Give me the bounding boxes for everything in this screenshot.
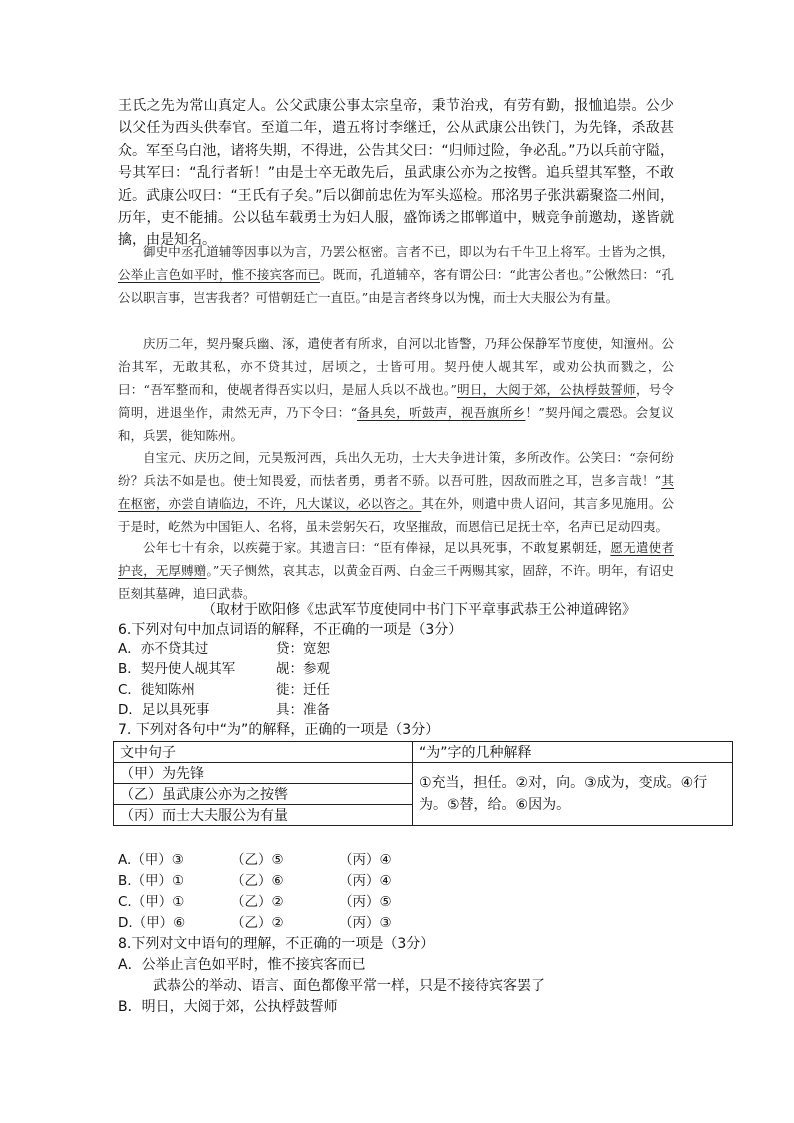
passage-text: 。既而，孔道辅卒，客有谓公曰：“此害公者也。”公愀然曰：“孔公以职言事，岂害我者？可惜朝廷亡一直臣。”由是言者终身以为愧，而士大夫服公为有量。: [118, 267, 674, 305]
table-header-cell: 文中句子: [114, 742, 413, 763]
q8-option-a: A．公举止言色如平时，惟不接宾客而已: [118, 957, 366, 973]
table-row: [114, 763, 733, 784]
underlined-sentence: 备具矣，听鼓声，视吾旗所乡: [357, 405, 526, 420]
passage-source: （取材于欧阳修《忠武军节度使同中书门下平章事武恭王公神道碑铭》: [202, 602, 636, 618]
q6-option-a: [118, 639, 330, 659]
passage-text: 自宝元、庆历之间，元昊叛河西，兵出久无功，士大夫争进计策，多所改作。公笑曰：“奈何纷纷？兵法不如是也。使士知畏爱，而怯者勇，勇者不骄。以吾可胜，因敌而胜之耳，岂多言哉！”: [118, 450, 674, 488]
underlined-sentence: 公举止言色如平时，惟不接宾客而已: [118, 267, 320, 282]
q7-option-b: [118, 871, 392, 891]
q6-stem: 6.下列对句中加点词语的解释，不正确的一项是（3分）: [118, 622, 463, 638]
q7-option-part: （乙）⑥: [231, 873, 284, 889]
q7-option-part: （丙）③: [339, 915, 392, 931]
q6-option-c: [118, 680, 330, 700]
q6-option-gloss: 贷：宽恕: [276, 641, 330, 657]
meanings-cell: ①充当，担任。②对，向。③成为，变成。④行为。⑤替，给。⑥因为。: [413, 763, 733, 826]
passage-paragraph-3: [118, 332, 674, 447]
q7-stem: 7. 下列对各句中“为”的解释，正确的一项是（3分）: [118, 722, 440, 738]
q7-option-part: A.（甲）③: [118, 852, 184, 868]
q8-stem: 8.下列对文中语句的理解，不正确的一项是（3分）: [118, 936, 435, 952]
underlined-sentence: 愿无遣使者护丧，无厚赙赠: [118, 540, 674, 578]
table-cell: （甲）为先锋: [114, 763, 413, 784]
passage-paragraph-1: 王氏之先为常山真定人。公父武康公事太宗皇帝，秉节治戎，有劳有勤，报恤追崇。公少以父任为西头供奉官。至道二年，遣五将讨李继迁，公从武康公出铁门，为先锋，杀敌甚众。军至乌白池，诸将失期，不得进，公告其父曰：“归师过险，争必乱。”乃以兵前守隘，号其军曰：“乱行者斩！”由是士卒无敢先后，虽武康公亦为之按辔。追兵望其军整，不敢近。武康公叹曰：“王氏有子矣。”后以御前忠佐为军头巡检。邢洺男子张洪霸聚盗二州间，历年，吏不能捕。公以毡车载勇士为妇人服，盛饰诱之邯郸道中，贼竞争前邀劫，遂皆就擒，由是知名。: [118, 98, 674, 249]
q7-table: [113, 741, 733, 826]
passage-paragraph-2: [118, 240, 674, 309]
passage-text: 御史中丞孔道辅等因事以为言，乃罢公枢密。言者不已，即以为右千牛卫上将军。士皆为之惧，: [143, 244, 674, 259]
table-header-row: [114, 742, 733, 763]
underlined-sentence: 其在枢密，亦尝自请临边，不许，凡大谋议，必以咨之。: [118, 473, 674, 511]
q6-option-label: D．足以具死事: [118, 702, 210, 718]
table-header-cell: “为”字的几种解释: [413, 742, 733, 763]
passage-text: 。”天子恻然，哀其志，以黄金百两、白金三千两赐其家，固辞，不许。明年，有诏史臣刻其墓碑，追曰武恭。: [118, 563, 674, 601]
q8-option-a-explanation: 武恭公的举动、语言、面色都像平常一样，只是不接待宾客罢了: [153, 978, 545, 994]
q7-option-d: [118, 913, 392, 933]
q7-option-part: （丙）④: [339, 873, 392, 889]
q8-option-b: B．明日，大阅于郊，公执桴鼓誓师: [118, 999, 338, 1015]
passage-text: 其在外，则遣中贵人诏问，其言多见施用。公于是时，屹然为中国钜人、名将，虽未尝躬矢石，攻坚摧敌，而恩信已足抚士卒，名声已足动四夷。: [118, 496, 674, 534]
q6-option-b: [118, 659, 330, 679]
q7-option-c: [118, 892, 392, 912]
passage-paragraph-5: [118, 536, 674, 605]
q6-option-label: A．亦不贷其过: [118, 641, 209, 657]
passage-text: 庆历二年，契丹聚兵幽、涿，遣使者有所求，自河以北皆警，乃拜公保静军节度使，知澶州。公治其军，无敢其私，亦不贷其过，居顷之，士皆可用。契丹使人觇其军，或劝公执而戮之，公曰：“吾军整而和，使觇者得吾实以归，是屈人兵以不战也。”: [118, 336, 674, 397]
q7-option-part: （丙）④: [339, 852, 392, 868]
passage-text: ！”契丹闻之震恐。会复议和，兵罢，徙知陈州。: [118, 405, 674, 443]
table-cell: （乙）虽武康公亦为之按辔: [114, 784, 413, 805]
underlined-sentence: 明日，大阅于郊，公执桴鼓誓师: [456, 382, 636, 397]
q7-option-part: C.（甲）①: [118, 894, 185, 910]
q7-option-part: （丙）⑤: [339, 894, 392, 910]
q6-option-d: [118, 700, 330, 720]
q7-option-part: （乙）②: [231, 915, 284, 931]
q6-option-label: C．徙知陈州: [118, 682, 195, 698]
table-cell: （丙）而士大夫服公为有量: [114, 805, 413, 826]
q6-option-gloss: 具：准备: [276, 702, 330, 718]
q7-option-part: D.（甲）⑥: [118, 915, 186, 931]
q6-option-gloss: 觇：参观: [276, 661, 330, 677]
passage-text: ，号令简明，进退坐作，肃然无声，乃下令曰：“: [118, 382, 674, 420]
passage-paragraph-4: [118, 446, 674, 538]
q7-option-part: （乙）⑤: [231, 852, 284, 868]
q6-option-gloss: 徙：迁任: [276, 682, 330, 698]
passage-text: 公年七十有余，以疾薨于家。其遗言曰：“臣有俸禄，足以具死事，不敢复累朝廷，: [143, 540, 611, 555]
q6-option-label: B．契丹使人觇其军: [118, 661, 236, 677]
q7-option-a: [118, 850, 392, 870]
q7-option-part: B.（甲）①: [118, 873, 185, 889]
q7-option-part: （乙）②: [231, 894, 284, 910]
